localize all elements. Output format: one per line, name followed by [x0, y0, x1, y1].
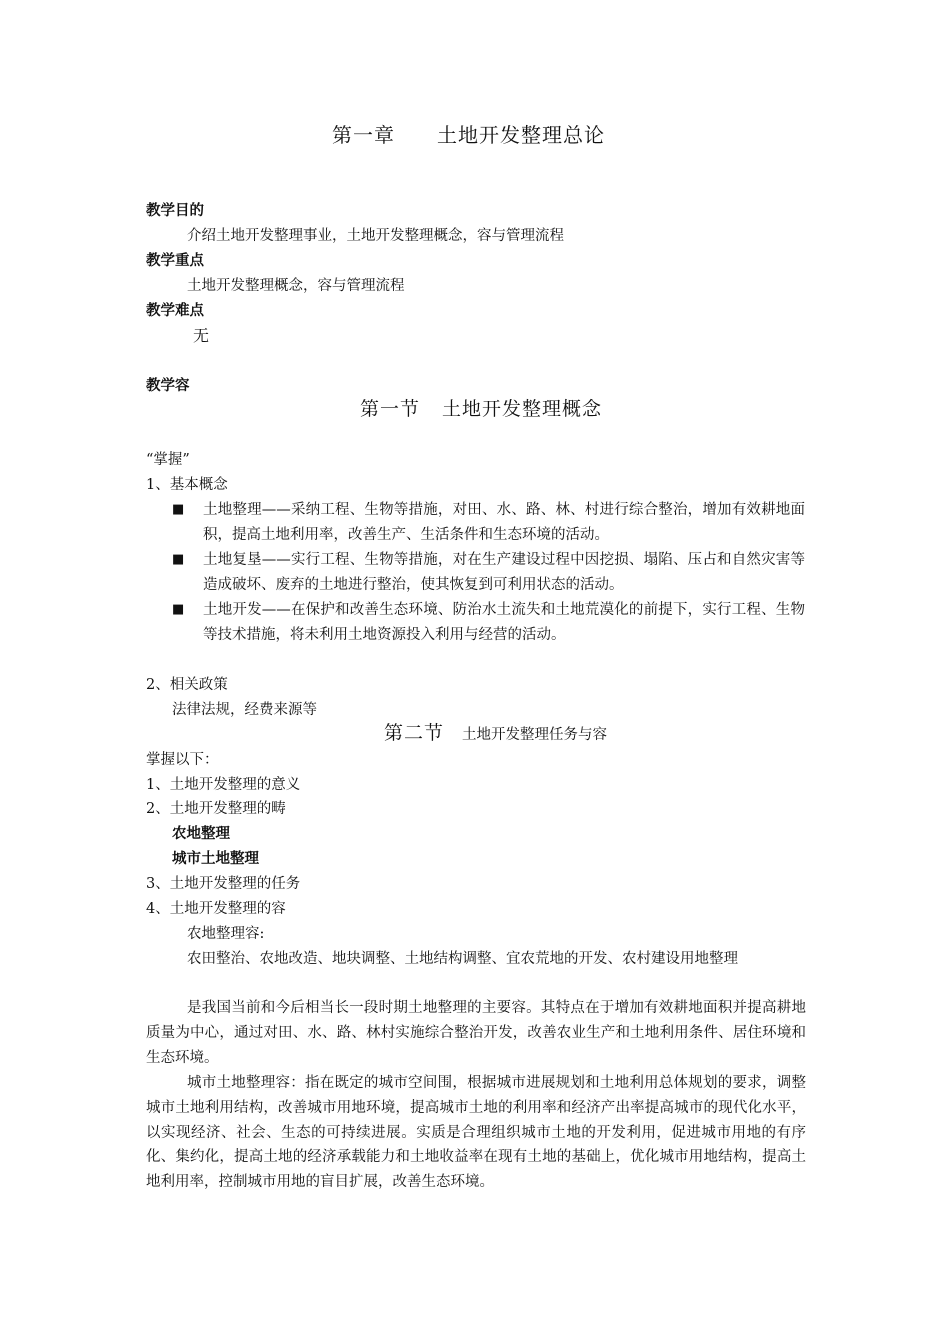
section2-item4: 4、土地开发整理的容	[146, 901, 286, 917]
bullet-square-icon: ■	[172, 602, 185, 617]
bullet-text-3: 土地开发——在保护和改善生态环境、防治水土流失和土地荒漠化的前提下，实行工程、生物等技术措施，将未利用土地资源投入利用与经营的活动。	[203, 602, 805, 643]
section1-label: 第一节	[360, 398, 421, 420]
section1-item2-text: 法律法规，经费来源等	[172, 702, 317, 718]
bullet-text-2: 土地复垦——实行工程、生物等措施，对在生产建设过程中因挖损、塌陷、压占和自然灾害等造成破坏、废弃的土地进行整治，使其恢复到可利用状态的活动。	[203, 552, 805, 593]
section2-title	[384, 723, 607, 745]
chapter-label: 第一章	[332, 123, 395, 147]
section2-master: 掌握以下：	[146, 752, 219, 768]
section2-name: 土地开发整理任务与容	[462, 727, 608, 743]
section2-sub2: 城市土地整理	[172, 850, 259, 867]
chapter-title	[332, 125, 605, 145]
section1-master: “掌握”	[146, 452, 190, 468]
section2-item1: 1、土地开发整理的意义	[146, 777, 301, 793]
objectives-text: 介绍土地开发整理事业，土地开发整理概念，容与管理流程	[187, 228, 564, 244]
section1-name: 土地开发整理概念	[442, 398, 603, 420]
difficulties-text: 无	[193, 326, 210, 345]
urban-paragraph: 城市土地整理容：指在既定的城市空间围，根据城市进展规划和土地利用总体规划的要求，调整城市土地利用结构，改善城市用地环境，提高城市土地的利用率和经济产出率提高城市的现代化水平，以实现经济、社会、生态的可持续进展。实质是合理组织城市土地的开发利用，促进城市用地的有序化、集约化，提高土地的经济承载能力和土地收益率在现有土地的基础上，优化城市用地结构，提高土地利用率，控制城市用地的盲目扩展，改善生态环境。	[146, 1075, 806, 1191]
key-points-heading: 教学重点	[146, 252, 204, 269]
section1-item2: 2、相关政策	[146, 677, 228, 693]
section2-item2: 2、土地开发整理的畴	[146, 801, 286, 817]
objectives-heading: 教学目的	[146, 202, 204, 219]
content-heading: 教学容	[146, 377, 190, 394]
farm-label: 农地整理容:	[187, 926, 265, 942]
difficulties-heading: 教学难点	[146, 302, 204, 319]
key-points-text: 土地开发整理概念，容与管理流程	[187, 278, 405, 294]
bullet-square-icon: ■	[172, 502, 185, 517]
farm-text: 农田整治、农地改造、地块调整、土地结构调整、宜农荒地的开发、农村建设用地整理	[187, 951, 738, 967]
section2-label: 第二节	[384, 722, 445, 744]
bullet-square-icon: ■	[172, 552, 185, 567]
section1-title	[360, 399, 602, 419]
section1-item1: 1、基本概念	[146, 477, 228, 493]
section2-sub1: 农地整理	[172, 825, 230, 842]
chapter-name: 土地开发整理总论	[437, 123, 605, 147]
farm-paragraph: 是我国当前和今后相当长一段时期土地整理的主要容。其特点在于增加有效耕地面积并提高耕地质量为中心，通过对田、水、路、林村实施综合整治开发，改善农业生产和土地利用条件、居住环境和生态环境。	[146, 1000, 806, 1066]
bullet-text-1: 土地整理——采纳工程、生物等措施，对田、水、路、林、村进行综合整治，增加有效耕地面积，提高土地利用率，改善生产、生活条件和生态环境的活动。	[203, 502, 805, 543]
section2-item3: 3、土地开发整理的任务	[146, 876, 301, 892]
